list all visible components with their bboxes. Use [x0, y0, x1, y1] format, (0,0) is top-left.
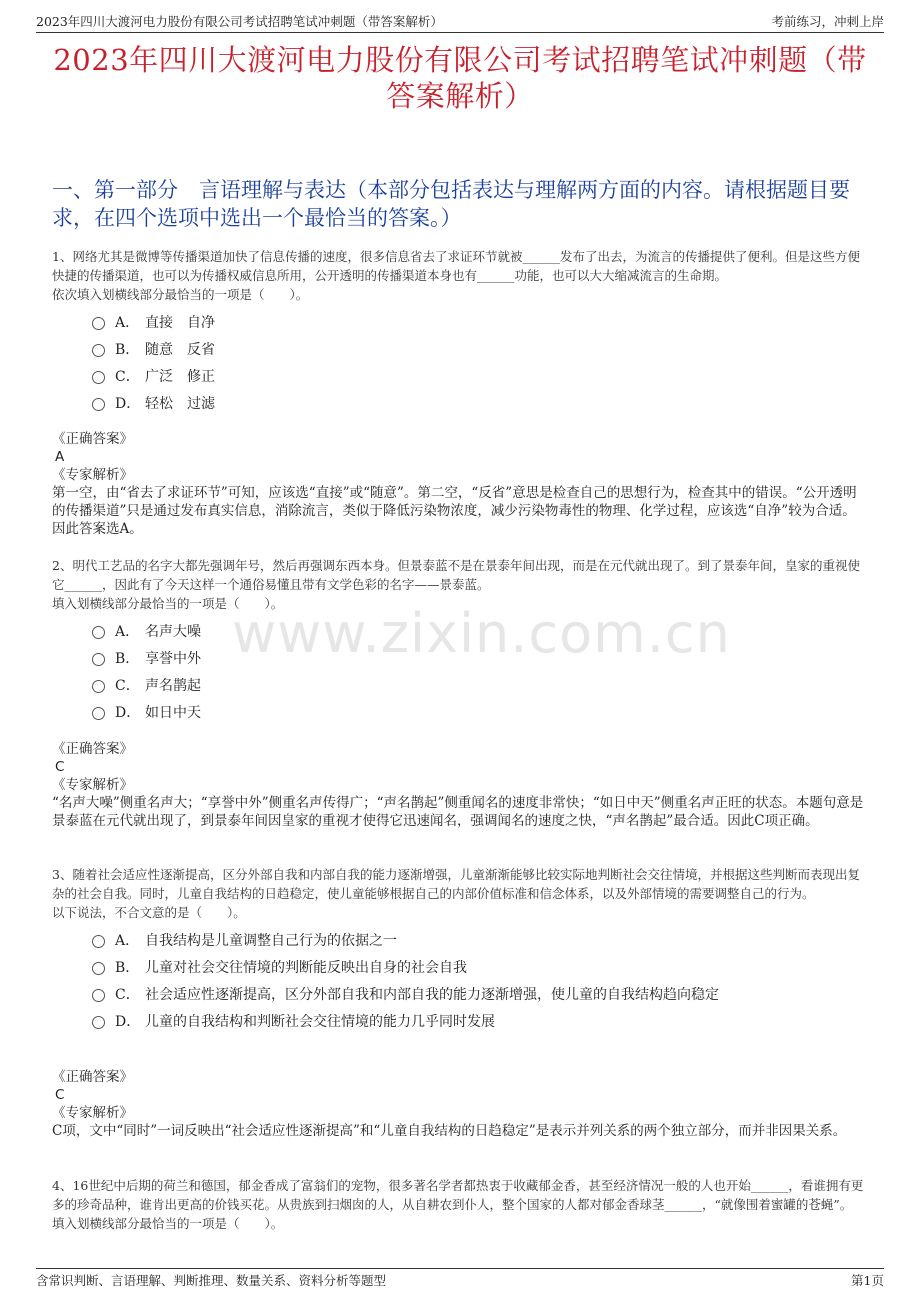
answer-value: A [55, 449, 65, 465]
option-a[interactable] [52, 308, 868, 335]
page-number: 第1页 [851, 1273, 884, 1288]
option-letter: C． [115, 677, 140, 694]
footer-description: 含常识判断、言语理解、判断推理、数量关系、资料分析等题型 [36, 1273, 387, 1288]
option-text: 名声大噪 [145, 623, 201, 640]
question-3 [52, 865, 868, 1034]
question-prompt: 填入划横线部分最恰当的一项是（ ）。 [52, 1216, 284, 1231]
option-letter: C． [115, 368, 140, 385]
option-a[interactable] [52, 926, 868, 953]
option-list [52, 926, 868, 1034]
option-letter: D． [115, 1013, 141, 1030]
question-1 [52, 247, 868, 416]
explanation-text: 第一空，由“省去了求证环节”可知，应该选“直接”或“随意”。第二空，“反省”意思是检查自己的思想行为，检查其中的错误。“公开透明的传播渠道”只是通过发布真实信息，消除流言，类似于降低污染物浓度，减少污染物毒性的物理、化学过程，应该选“自净”较为合适。因此答案选A。 [52, 485, 857, 537]
option-letter: A． [115, 932, 140, 949]
answer-block-2 [52, 740, 868, 830]
answer-value: C [55, 1087, 65, 1103]
answer-label: 《正确答案》 [52, 1069, 133, 1085]
header-slogan: 考前练习，冲刺上岸 [771, 14, 884, 29]
question-stem: 3、随着社会适应性逐渐提高，区分外部自我和内部自我的能力逐渐增强，儿童渐渐能够比较实际地判断社会交往情境，并根据这些判断而表现出复杂的社会自我。同时，儿童自我结构的日趋稳定，使儿童能够根据自己的内部价值标准和信念体系，以及外部情境的需要调整自己的行为。 [52, 867, 860, 901]
explanation-text: “名声大噪”侧重名声大；“享誉中外”侧重名声传得广；“声名鹊起”侧重闻名的速度非常快；“如日中天”侧重名声正旺的状态。本题句意是景泰蓝在元代就出现了，到景泰年间因皇家的重视才使得它迅速闻名，强调闻名的速度之快，“声名鹊起”最合适。因此C项正确。 [52, 795, 864, 829]
option-text: 直接 自净 [145, 314, 215, 331]
option-letter: A． [115, 623, 140, 640]
option-list [52, 617, 868, 725]
radio-icon[interactable] [92, 935, 105, 948]
answer-label: 《正确答案》 [52, 741, 133, 757]
radio-icon[interactable] [92, 371, 105, 384]
explanation-label: 《专家解析》 [52, 1105, 133, 1121]
option-c[interactable] [52, 671, 868, 698]
option-letter: D． [115, 704, 141, 721]
radio-icon[interactable] [92, 707, 105, 720]
page-title: 2023年四川大渡河电力股份有限公司考试招聘笔试冲刺题（带答案解析） [53, 43, 867, 113]
radio-icon[interactable] [92, 680, 105, 693]
option-text: 儿童的自我结构和判断社会交往情境的能力几乎同时发展 [145, 1013, 495, 1030]
explanation-label: 《专家解析》 [52, 777, 133, 793]
option-d[interactable] [52, 1007, 868, 1034]
answer-block-1 [52, 430, 868, 538]
option-d[interactable] [52, 698, 868, 725]
option-text: 轻松 过滤 [145, 395, 215, 412]
question-stem: 4、16世纪中后期的荷兰和德国，郁金香成了富翁们的宠物，很多著名学者都热衷于收藏郁金香，甚至经济情况一般的人也开始______，看谁拥有更多的珍奇品种，谁肯出更高的价钱买花。从贵族到扫烟囱的人，从自耕农到仆人，整个国家的人都对郁金香球茎______，“就像围着蜜罐的苍蝇”。 [52, 1178, 864, 1212]
radio-icon[interactable] [92, 989, 105, 1002]
option-text: 声名鹊起 [145, 677, 201, 694]
page-footer [36, 1268, 884, 1293]
radio-icon[interactable] [92, 317, 105, 330]
radio-icon[interactable] [92, 962, 105, 975]
answer-label: 《正确答案》 [52, 431, 133, 447]
option-c[interactable] [52, 980, 868, 1007]
question-2 [52, 556, 868, 725]
option-text: 社会适应性逐渐提高，区分外部自我和内部自我的能力逐渐增强，使儿童的自我结构趋向稳定 [145, 986, 719, 1003]
option-letter: C． [115, 986, 140, 1003]
radio-icon[interactable] [92, 344, 105, 357]
question-prompt: 以下说法，不合文意的是（ ）。 [52, 905, 246, 920]
radio-icon[interactable] [92, 626, 105, 639]
answer-value: C [55, 759, 65, 775]
radio-icon[interactable] [92, 653, 105, 666]
option-b[interactable] [52, 644, 868, 671]
radio-icon[interactable] [92, 398, 105, 411]
header-document-title: 2023年四川大渡河电力股份有限公司考试招聘笔试冲刺题（带答案解析） [36, 14, 443, 29]
section-heading: 一、第一部分 言语理解与表达（本部分包括表达与理解两方面的内容。请根据题目要求，在四个选项中选出一个最恰当的答案。） [52, 178, 850, 230]
option-c[interactable] [52, 362, 868, 389]
explanation-text: C项，文中“同时”一词反映出“社会适应性逐渐提高”和“儿童自我结构的日趋稳定”是表示并列关系的两个独立部分，而并非因果关系。 [52, 1123, 847, 1139]
question-stem: 1、网络尤其是微博等传播渠道加快了信息传播的速度，很多信息省去了求证环节就被______发布了出去，为流言的传播提供了便利。但是这些方便快捷的传播渠道，也可以为传播权威信息所用，公开透明的传播渠道本身也有______功能，也可以大大缩减流言的生命期。 [52, 249, 860, 283]
option-text: 享誉中外 [145, 650, 201, 667]
option-d[interactable] [52, 389, 868, 416]
option-b[interactable] [52, 335, 868, 362]
answer-block-3 [52, 1068, 868, 1140]
option-text: 如日中天 [145, 704, 201, 721]
watermark: www.zixin.com.cn [232, 602, 731, 665]
option-letter: B． [115, 341, 140, 358]
question-4 [52, 1176, 868, 1233]
option-letter: B． [115, 959, 140, 976]
option-text: 随意 反省 [145, 341, 215, 358]
option-letter: A． [115, 314, 140, 331]
option-list [52, 308, 868, 416]
radio-icon[interactable] [92, 1016, 105, 1029]
option-text: 广泛 修正 [145, 368, 215, 385]
option-text: 自我结构是儿童调整自己行为的依据之一 [145, 932, 397, 949]
page-header [36, 10, 884, 33]
question-prompt: 依次填入划横线部分最恰当的一项是（ ）。 [52, 287, 309, 302]
option-letter: D． [115, 395, 141, 412]
question-stem: 2、明代工艺品的名字大都先强调年号，然后再强调东西本身。但景泰蓝不是在景泰年间出现，而是在元代就出现了。到了景泰年间，皇家的重视使它______，因此有了今天这样一个通俗易懂且带有文学色彩的名字——景泰蓝。 [52, 558, 860, 592]
option-a[interactable] [52, 617, 868, 644]
question-prompt: 填入划横线部分最恰当的一项是（ ）。 [52, 596, 284, 611]
explanation-label: 《专家解析》 [52, 467, 133, 483]
option-b[interactable] [52, 953, 868, 980]
option-text: 儿童对社会交往情境的判断能反映出自身的社会自我 [145, 959, 467, 976]
option-letter: B． [115, 650, 140, 667]
